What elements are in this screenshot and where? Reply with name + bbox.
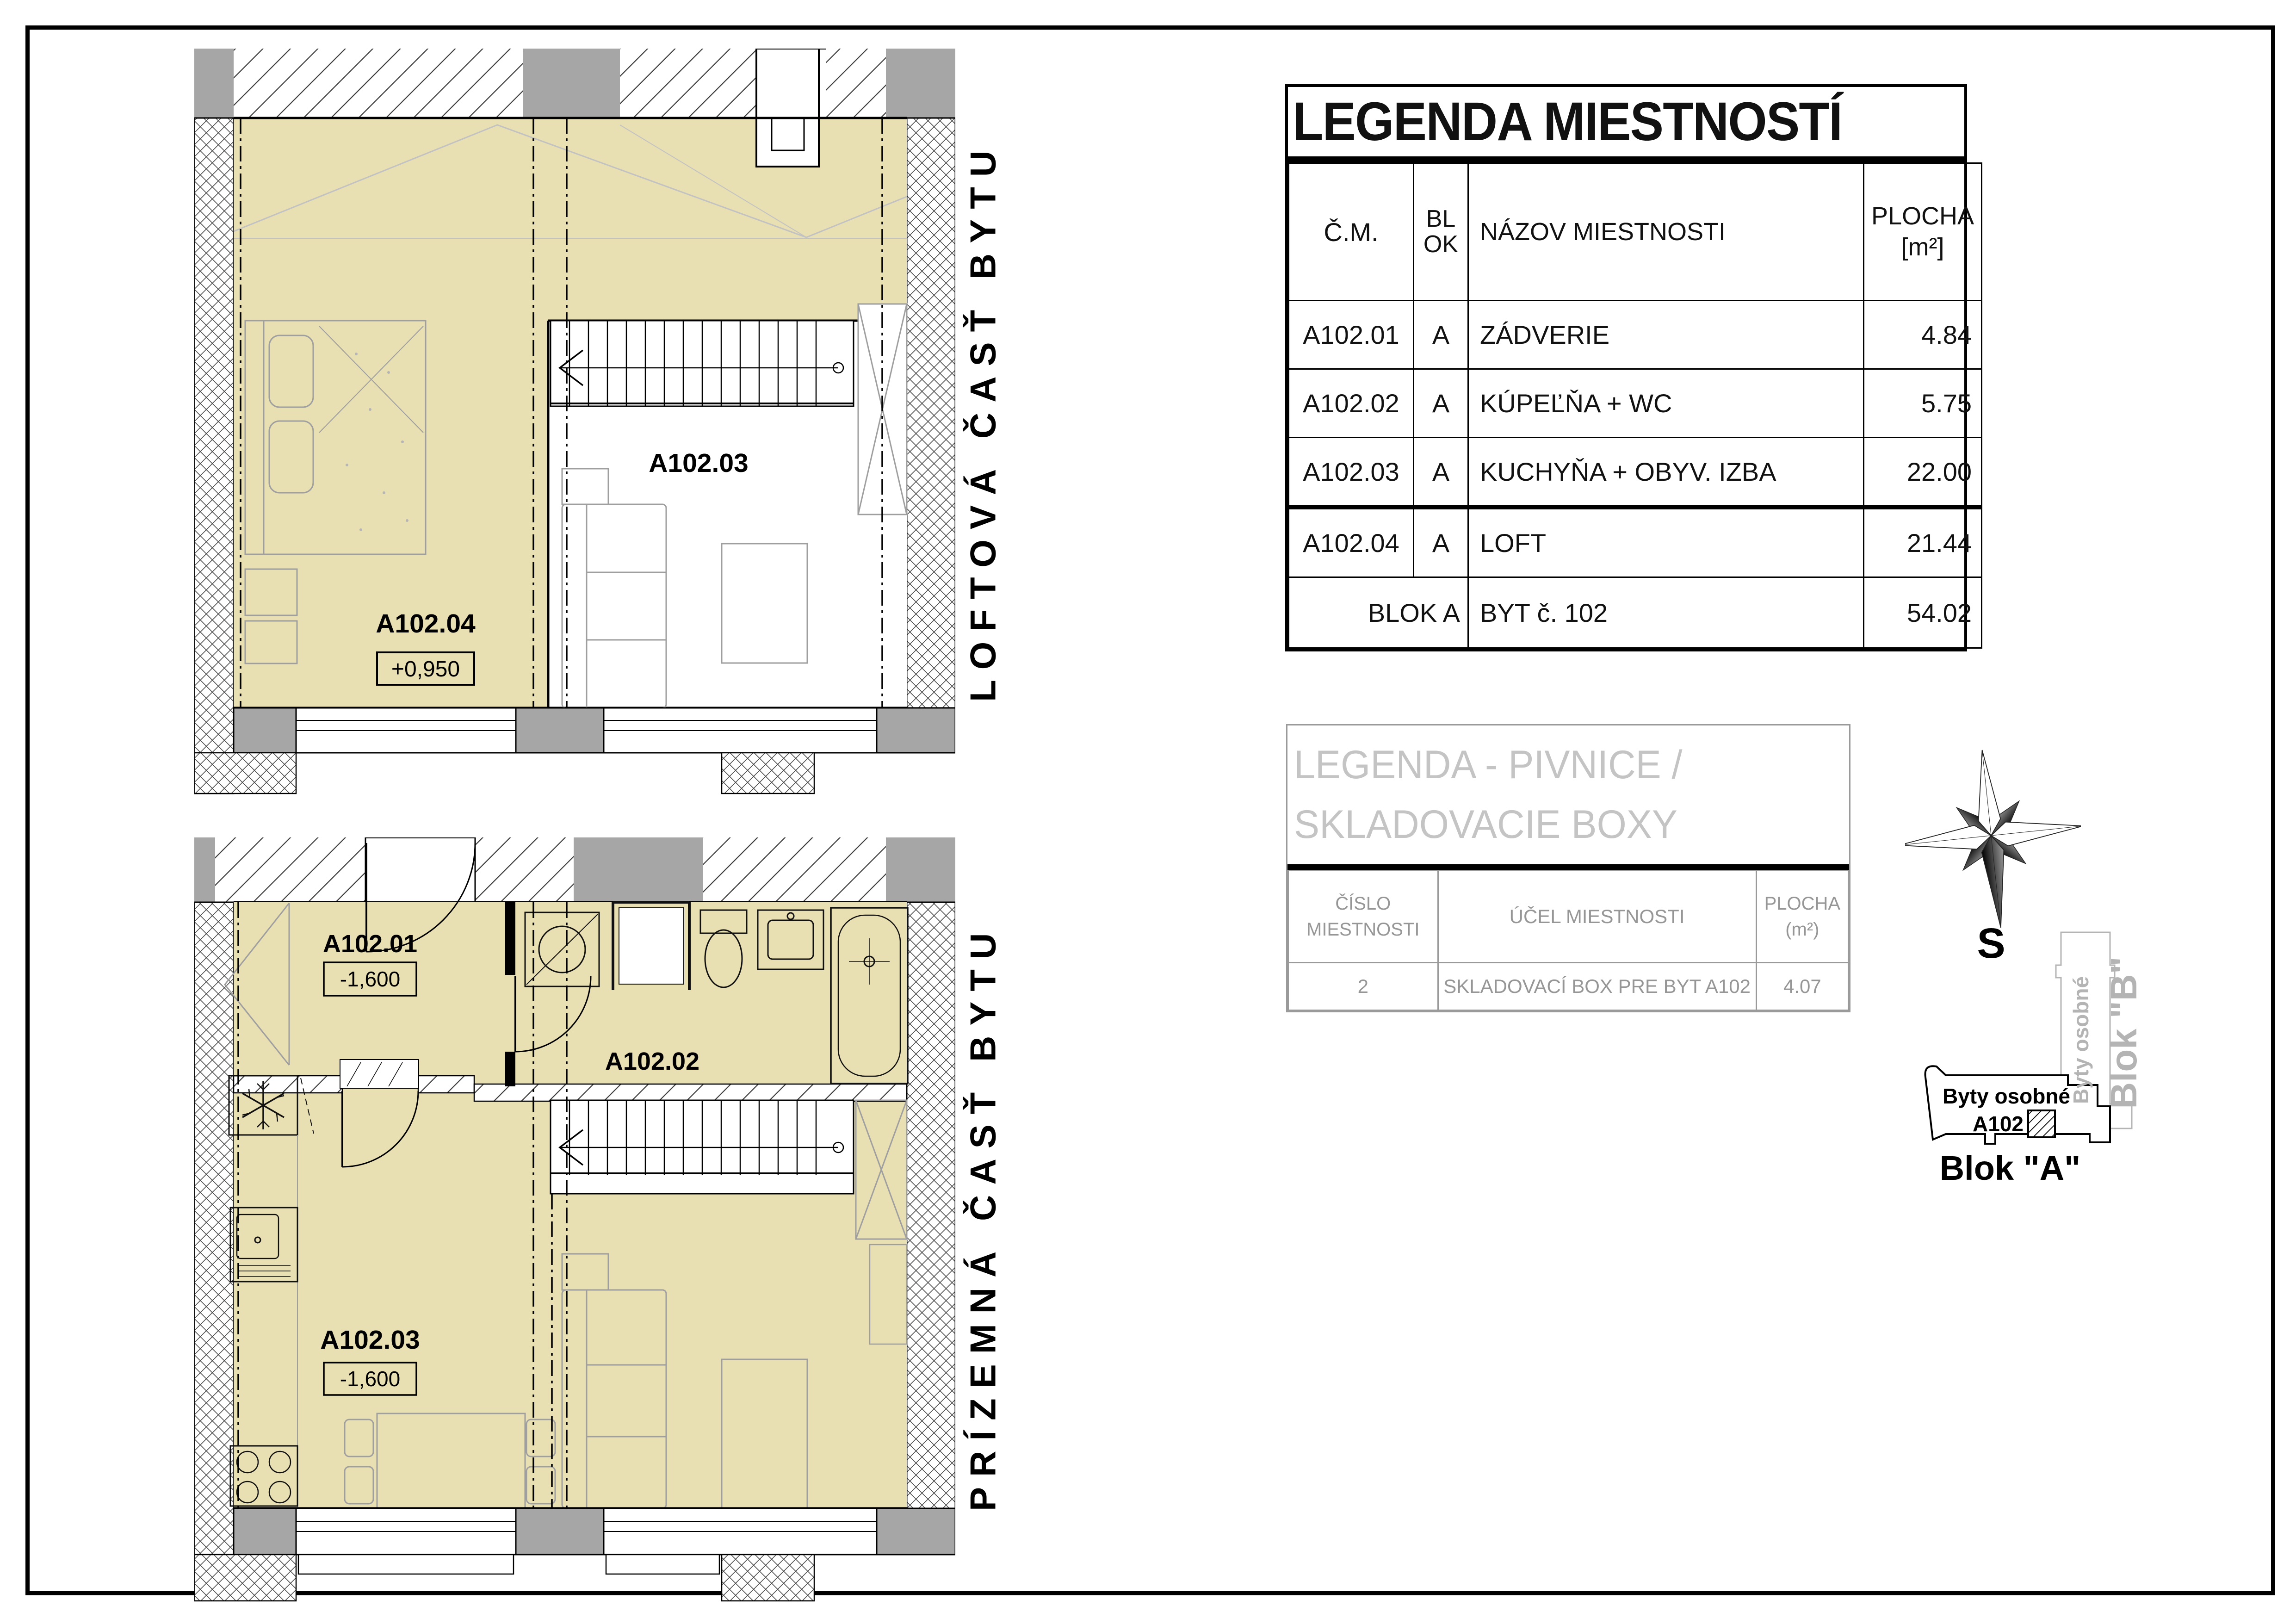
ground-right-wall [907,902,955,1555]
stairs-loft [551,321,854,406]
exterior-wall-stub [194,753,296,793]
compass-south-label: S [1977,920,2005,967]
window-sill [298,1555,514,1574]
cell-name: KUCHYŇA + OBYV. IZBA [1468,438,1864,508]
room-label-a102-03-ground: A102.03 [320,1325,420,1355]
loft-section-label: LOFTOVÁ ČASŤ BYTU [962,140,1003,702]
ground-top-wall [194,837,955,902]
legend-row [1289,508,1982,577]
header-room-number: ČÍSLO MIESTNOSTI [1288,871,1438,963]
cell-name: LOFT [1468,508,1864,577]
blok-b-label: Blok "B" [2103,956,2144,1109]
legend-total-row [1289,577,1982,648]
level-label-loft: +0,950 [391,657,460,682]
floor-plan-loft [194,49,955,831]
cellar-legend [1286,724,1850,1012]
cell-cm: A102.02 [1289,369,1414,438]
blok-a-label: Blok "A" [1939,1149,2081,1187]
level-label-entry: -1,600 [340,967,401,991]
cell-area: 21.44 [1864,508,1982,577]
legend-header-row [1289,163,1982,301]
cell-number: 2 [1288,963,1438,1010]
header-cm: Č.M. [1289,163,1414,301]
exterior-wall-stub [722,1555,814,1601]
chimney-shaft [756,49,819,167]
wall-opening-hatch [340,1060,419,1088]
blok-a-sublabel: Byty osobné [1942,1084,2071,1108]
legend-title: LEGENDA MIESTNOSTÍ [1288,87,1964,162]
cell-blok: A [1414,369,1468,438]
ground-window-band [234,1508,955,1555]
total-name: BYT č. 102 [1468,577,1864,648]
cell-blok: A [1414,508,1468,577]
floor-plan-ground [194,837,955,1624]
cell-name: ZÁDVERIE [1468,301,1864,369]
ground-left-wall [194,902,234,1555]
header-blok: BL OK [1414,163,1468,301]
room-label-a102-02: A102.02 [605,1048,700,1075]
room-label-a102-01: A102.01 [322,930,418,958]
cell-cm: A102.01 [1289,301,1414,369]
legend-row [1289,369,1982,438]
cell-area: 4.84 [1864,301,1982,369]
room-legend [1285,84,1974,651]
compass-long-points [1905,745,2081,937]
window-sill [606,1555,719,1574]
cell-blok: A [1414,438,1468,508]
blok-b-sublabel: Byty osobné [2069,976,2093,1104]
level-label-living: -1,600 [340,1367,401,1391]
legend-row [1289,438,1982,508]
cell-purpose: SKLADOVACÍ BOX PRE BYT A102 [1438,963,1756,1010]
loft-left-wall [194,118,234,793]
legend-row [1289,301,1982,369]
loft-right-wall [907,118,955,753]
header-purpose: ÚČEL MIESTNOSTI [1438,871,1756,963]
cell-area: 22.00 [1864,438,1982,508]
cellar-legend-title: LEGENDA - PIVNICE / SKLADOVACIE BOXY [1287,725,1849,870]
header-area: PLOCHA [m²] [1864,163,1982,301]
room-label-a102-04: A102.04 [376,609,476,638]
loft-window-band [234,708,955,753]
header-area: PLOCHA (m²) [1756,871,1848,963]
cell-cm: A102.03 [1289,438,1414,508]
header-name: NÁZOV MIESTNOSTI [1468,163,1864,301]
loft-top-wall [194,49,955,118]
cell-name: KÚPEĽŇA + WC [1468,369,1864,438]
stairs-ground [551,1100,854,1194]
unit-a102-marker [2028,1110,2055,1137]
exterior-wall-stub [194,1555,296,1601]
cell-cm: A102.04 [1289,508,1414,577]
cell-blok: A [1414,301,1468,369]
cell-area: 5.75 [1864,369,1982,438]
cellar-header-row [1288,871,1849,963]
cell-area: 4.07 [1756,963,1848,1010]
room-label-a102-03-loft: A102.03 [649,448,749,478]
site-key-plan [1915,921,2258,1198]
exterior-wall-stub [722,753,814,793]
ground-room-fill [234,902,907,1508]
ground-section-label: PRÍZEMNÁ ČASŤ BYTU [962,923,1003,1511]
total-blok: BLOK A [1289,577,1468,648]
blok-a-unit-label: A102 [1973,1112,2024,1136]
cellar-row [1288,963,1849,1010]
total-area: 54.02 [1864,577,1982,648]
